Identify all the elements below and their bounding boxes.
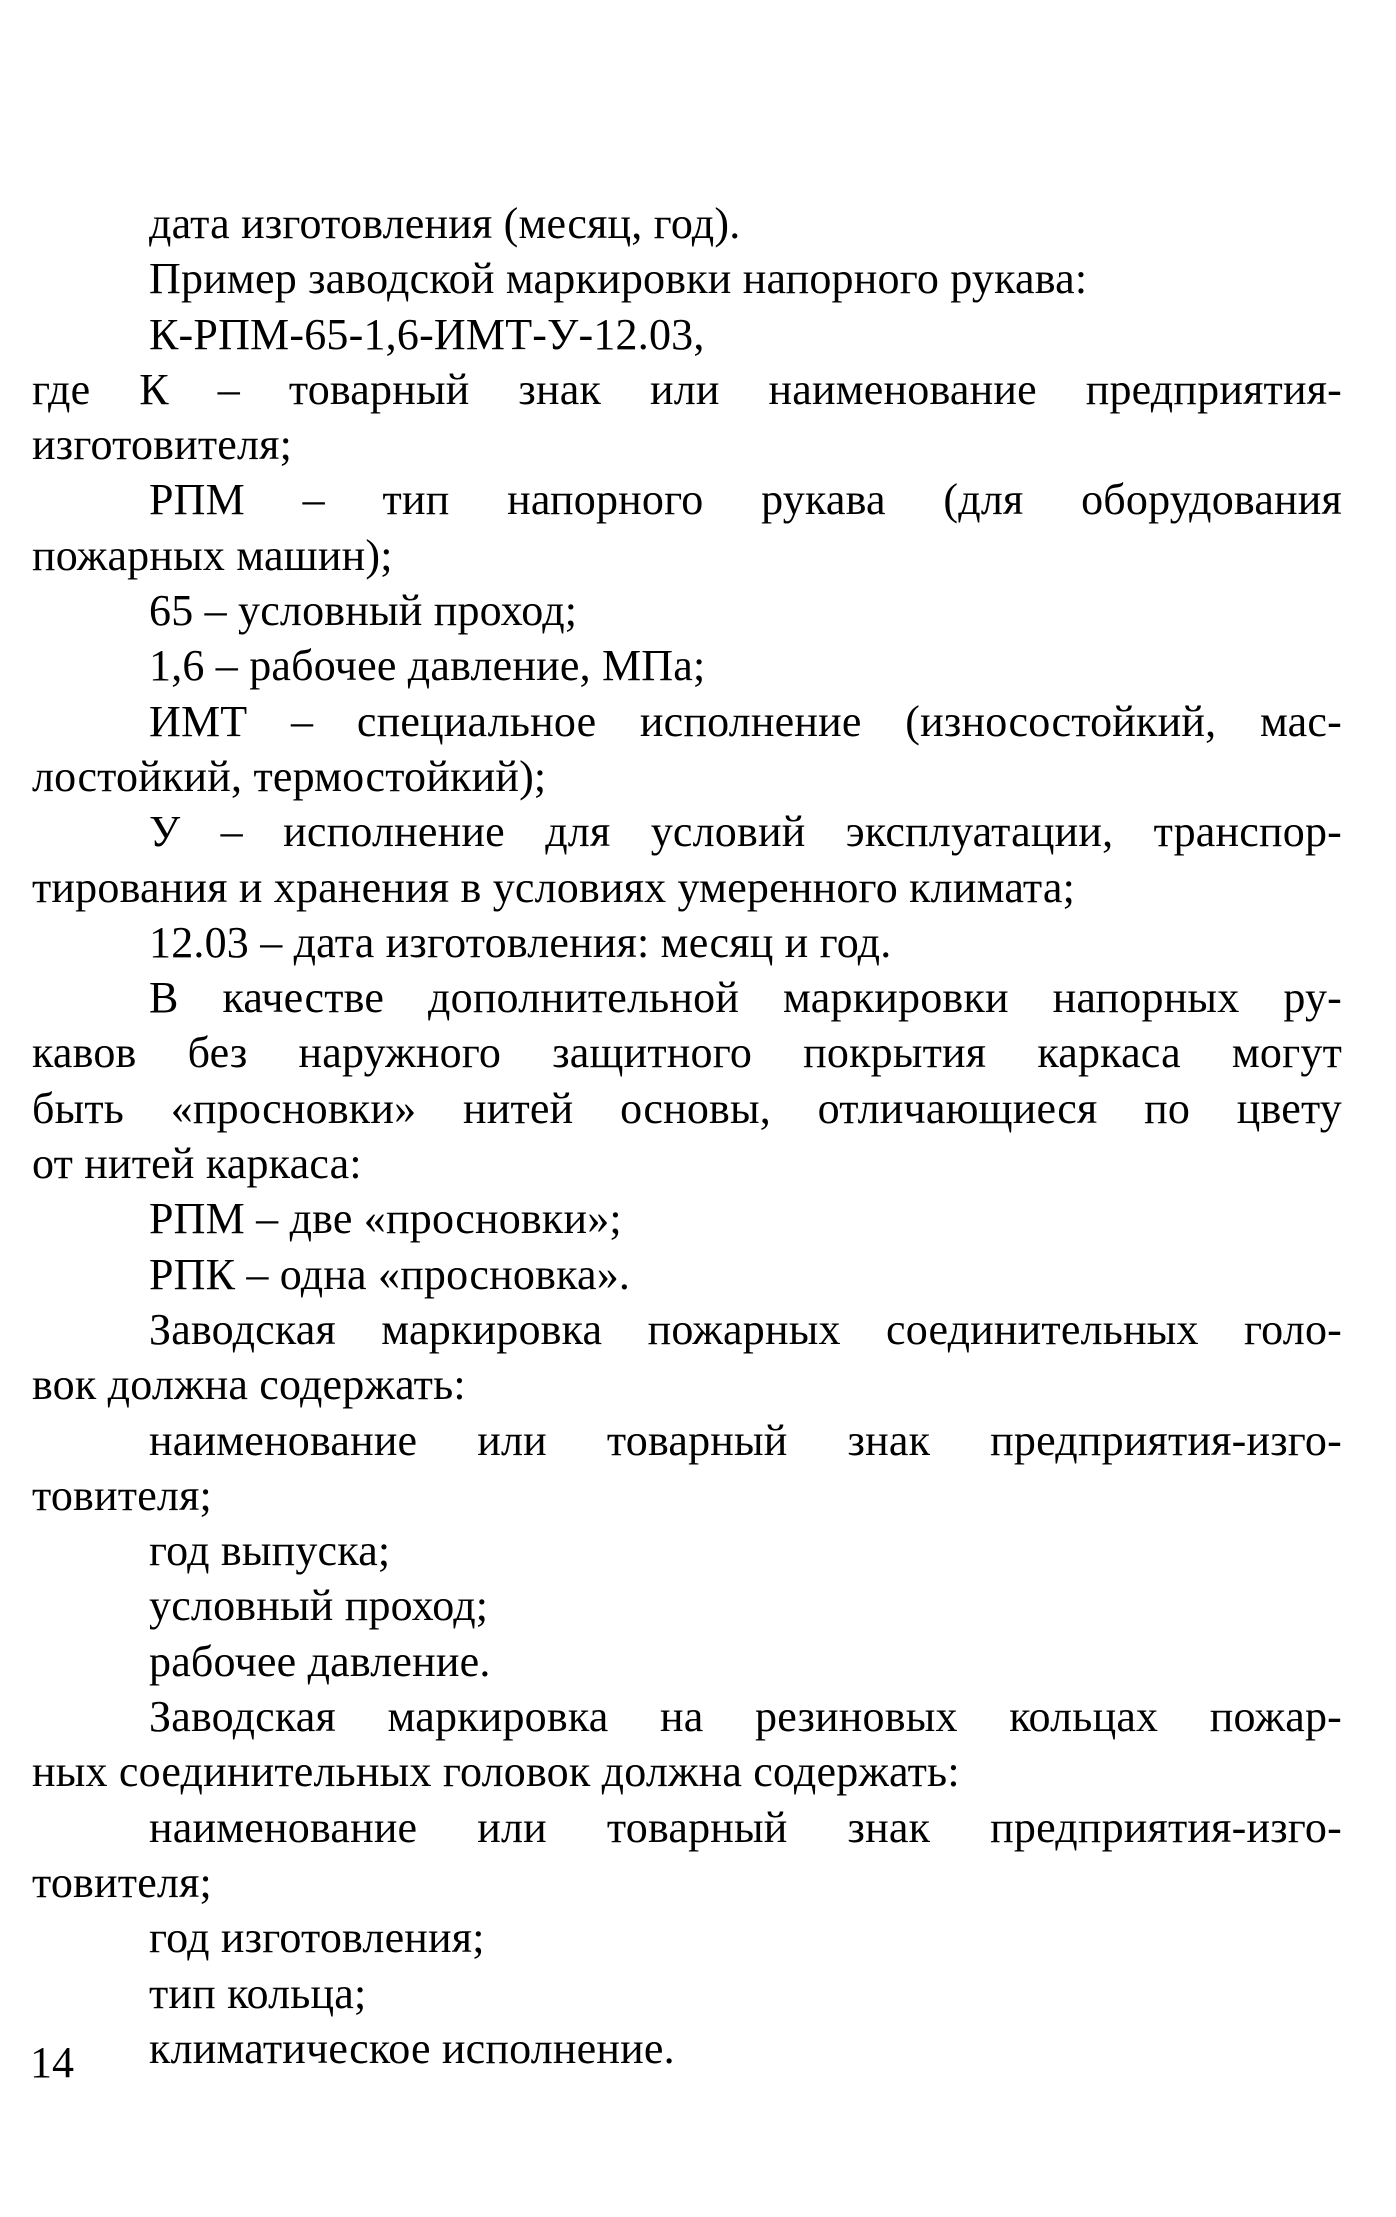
text-line: рабочее давление. — [149, 1636, 491, 1686]
text-line: 65 – условный проход; — [149, 586, 578, 636]
page-number: 14 — [30, 2038, 74, 2087]
text-line: дата изготовления (месяц, год). — [149, 199, 741, 248]
text-line: изготовителя; — [32, 420, 293, 470]
text-line: лостойкий, термостойкий); — [32, 751, 547, 801]
text-line: Заводская маркировка на резиновых кольцах пожар- — [149, 1692, 1342, 1742]
text-line: У – исполнение для условий эксплуатации, транспор- — [149, 807, 1342, 857]
text-line: вок должна содержать: — [32, 1360, 466, 1410]
text-line: товителя; — [32, 1857, 212, 1907]
text-line: Заводская маркировка пожарных соединительных голо- — [149, 1304, 1342, 1354]
text-line: климатическое исполнение. — [149, 2023, 675, 2073]
text-line: товителя; — [32, 1470, 212, 1520]
text-line: В качестве дополнительной маркировки напорных ру- — [149, 973, 1342, 1023]
text-line: 12.03 – дата изготовления: месяц и год. — [149, 917, 892, 967]
text-line: наименование или товарный знак предприятия-изго- — [149, 1802, 1342, 1852]
text-line: год выпуска; — [149, 1526, 391, 1576]
text-line: РПК – одна «просновка». — [149, 1249, 631, 1299]
text-line: наименование или товарный знак предприятия-изго- — [149, 1415, 1342, 1465]
text-line: тирования и хранения в условиях умеренного климата; — [32, 862, 1076, 912]
text-line: от нитей каркаса: — [32, 1139, 362, 1189]
text-line: ИМТ – специальное исполнение (износостойкий, мас- — [149, 696, 1342, 746]
marking-example: К-РПМ-65-1,6-ИМТ-У-12.03, — [149, 309, 705, 359]
text-line: пожарных машин); — [32, 530, 393, 580]
text-line: кавов без наружного защитного покрытия каркаса могут — [32, 1028, 1342, 1078]
text-line: год изготовления; — [149, 1913, 485, 1963]
text-line: тип кольца; — [149, 1968, 367, 2018]
text-line: ных соединительных головок должна содержать: — [32, 1747, 960, 1797]
body-text — [32, 196, 1342, 2076]
text-line: РПМ – две «просновки»; — [149, 1194, 622, 1244]
text-line: 1,6 – рабочее давление, МПа; — [149, 641, 706, 691]
text-line: где К – товарный знак или наименование предприятия- — [32, 364, 1342, 414]
text-line: быть «просновки» нитей основы, отличающиеся по цвету — [32, 1083, 1342, 1133]
text-line: РПМ – тип напорного рукава (для оборудования — [149, 475, 1342, 525]
text-line: Пример заводской маркировки напорного рукава: — [149, 254, 1088, 304]
text-line: условный проход; — [149, 1581, 489, 1631]
